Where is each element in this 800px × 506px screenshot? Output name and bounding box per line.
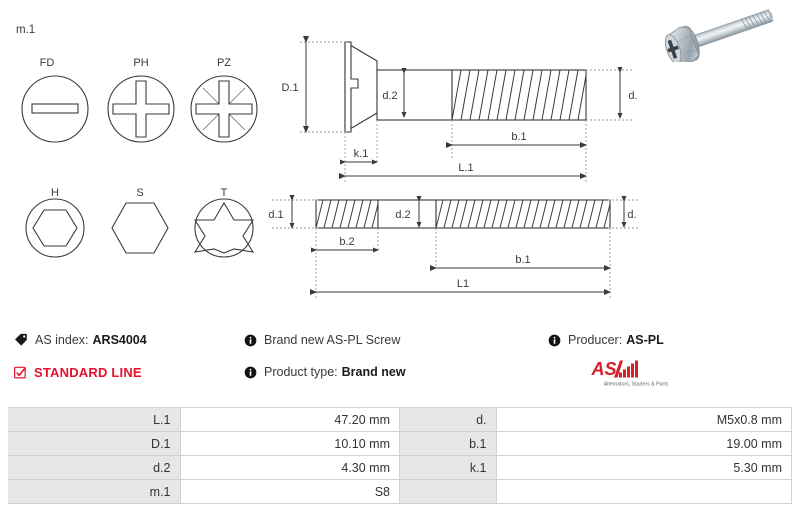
- svg-text:PH: PH: [133, 57, 149, 69]
- product-title: Brand new AS-PL Screw: [264, 333, 401, 347]
- table-row: [8, 408, 400, 432]
- table-row: [8, 432, 400, 456]
- table-row: [400, 456, 792, 480]
- check-box-icon: [14, 366, 27, 379]
- table-row: [8, 456, 400, 480]
- diagram-countersunk-screw: [281, 42, 637, 182]
- spec-key: L.1: [8, 408, 180, 432]
- info-column-left: [14, 330, 244, 394]
- spec-key: k.1: [400, 456, 496, 480]
- product-type-row: [244, 362, 544, 382]
- dim-label-d-top: d.: [628, 90, 638, 102]
- spec-table-left: [8, 407, 400, 504]
- spec-key: [400, 480, 496, 504]
- spec-value: M5x0.8 mm: [496, 408, 792, 432]
- dim-label-k1-top: k.1: [353, 148, 369, 160]
- dim-label-d2-top: d.2: [382, 90, 398, 102]
- spec-value: 5.30 mm: [496, 456, 792, 480]
- spec-value: 47.20 mm: [180, 408, 400, 432]
- info-icon: [244, 334, 257, 347]
- info-icon: [548, 334, 561, 347]
- spec-key: d.: [400, 408, 496, 432]
- spec-value: [496, 480, 792, 504]
- producer-value: AS-PL: [626, 333, 664, 347]
- producer-label: Producer:: [568, 333, 623, 347]
- spec-value: S8: [180, 480, 400, 504]
- spec-value: 10.10 mm: [180, 432, 400, 456]
- spec-key: D.1: [8, 432, 180, 456]
- info-column-right: [548, 330, 788, 388]
- producer-row: [548, 330, 788, 350]
- product-photo: [648, 0, 800, 62]
- as-pl-logo: [584, 358, 688, 388]
- table-row: [8, 480, 400, 504]
- spec-value: 4.30 mm: [180, 456, 400, 480]
- spec-key: b.1: [400, 432, 496, 456]
- dim-label-d1-bottom: d.1: [268, 209, 284, 221]
- dim-label-l1-bottom: L1: [456, 278, 470, 290]
- dim-label-l1-top: L.1: [458, 162, 474, 174]
- drive-icon-ph: [108, 57, 174, 142]
- dim-label-d-bottom: d.: [627, 209, 637, 221]
- spec-value: 19.00 mm: [496, 432, 792, 456]
- drive-icon-h: [26, 187, 84, 257]
- product-title-row: [244, 330, 544, 350]
- logo-letters: AS: [591, 359, 617, 379]
- logo-tagline: Alternators, Starters & Parts: [603, 381, 669, 388]
- spec-key: d.2: [8, 456, 180, 480]
- standard-line-row: [14, 362, 244, 382]
- dim-label-b1-bottom: b.1: [515, 254, 531, 266]
- dim-label-d1-top: D.1: [281, 82, 299, 94]
- table-row: [400, 480, 792, 504]
- svg-text:H: H: [51, 187, 59, 199]
- dim-label-b2-bottom: b.2: [339, 236, 355, 248]
- svg-text:FD: FD: [39, 57, 55, 69]
- table-row: [400, 408, 792, 432]
- svg-text:T: T: [220, 187, 228, 199]
- drive-group-caption: m.1: [16, 24, 36, 36]
- svg-text:S: S: [136, 187, 144, 199]
- logo-mark: [590, 359, 638, 379]
- dim-label-d2-bottom: d.2: [395, 209, 411, 221]
- spec-key: m.1: [8, 480, 180, 504]
- drive-icon-s: [112, 187, 168, 253]
- svg-text:PZ: PZ: [216, 57, 232, 69]
- spec-table-right: [400, 407, 792, 504]
- specification-tables: [8, 407, 792, 504]
- info-column-middle: [244, 330, 544, 394]
- as-index-row: [14, 330, 244, 350]
- info-icon: [244, 366, 257, 379]
- dim-label-b1-top: b.1: [511, 131, 527, 143]
- product-type-label: Product type:: [264, 365, 338, 379]
- diagram-stud: [268, 200, 640, 298]
- product-info-strip: [0, 330, 800, 400]
- drive-icon-fd: [22, 57, 88, 142]
- standard-line-label: STANDARD LINE: [34, 364, 142, 380]
- as-index-value: ARS4004: [92, 333, 147, 347]
- table-row: [400, 432, 792, 456]
- drive-icon-pz: [191, 57, 257, 142]
- drive-icon-t: [195, 187, 253, 257]
- product-type-value: Brand new: [341, 365, 406, 379]
- tag-icon: [14, 333, 28, 347]
- as-index-label: AS index:: [35, 333, 89, 347]
